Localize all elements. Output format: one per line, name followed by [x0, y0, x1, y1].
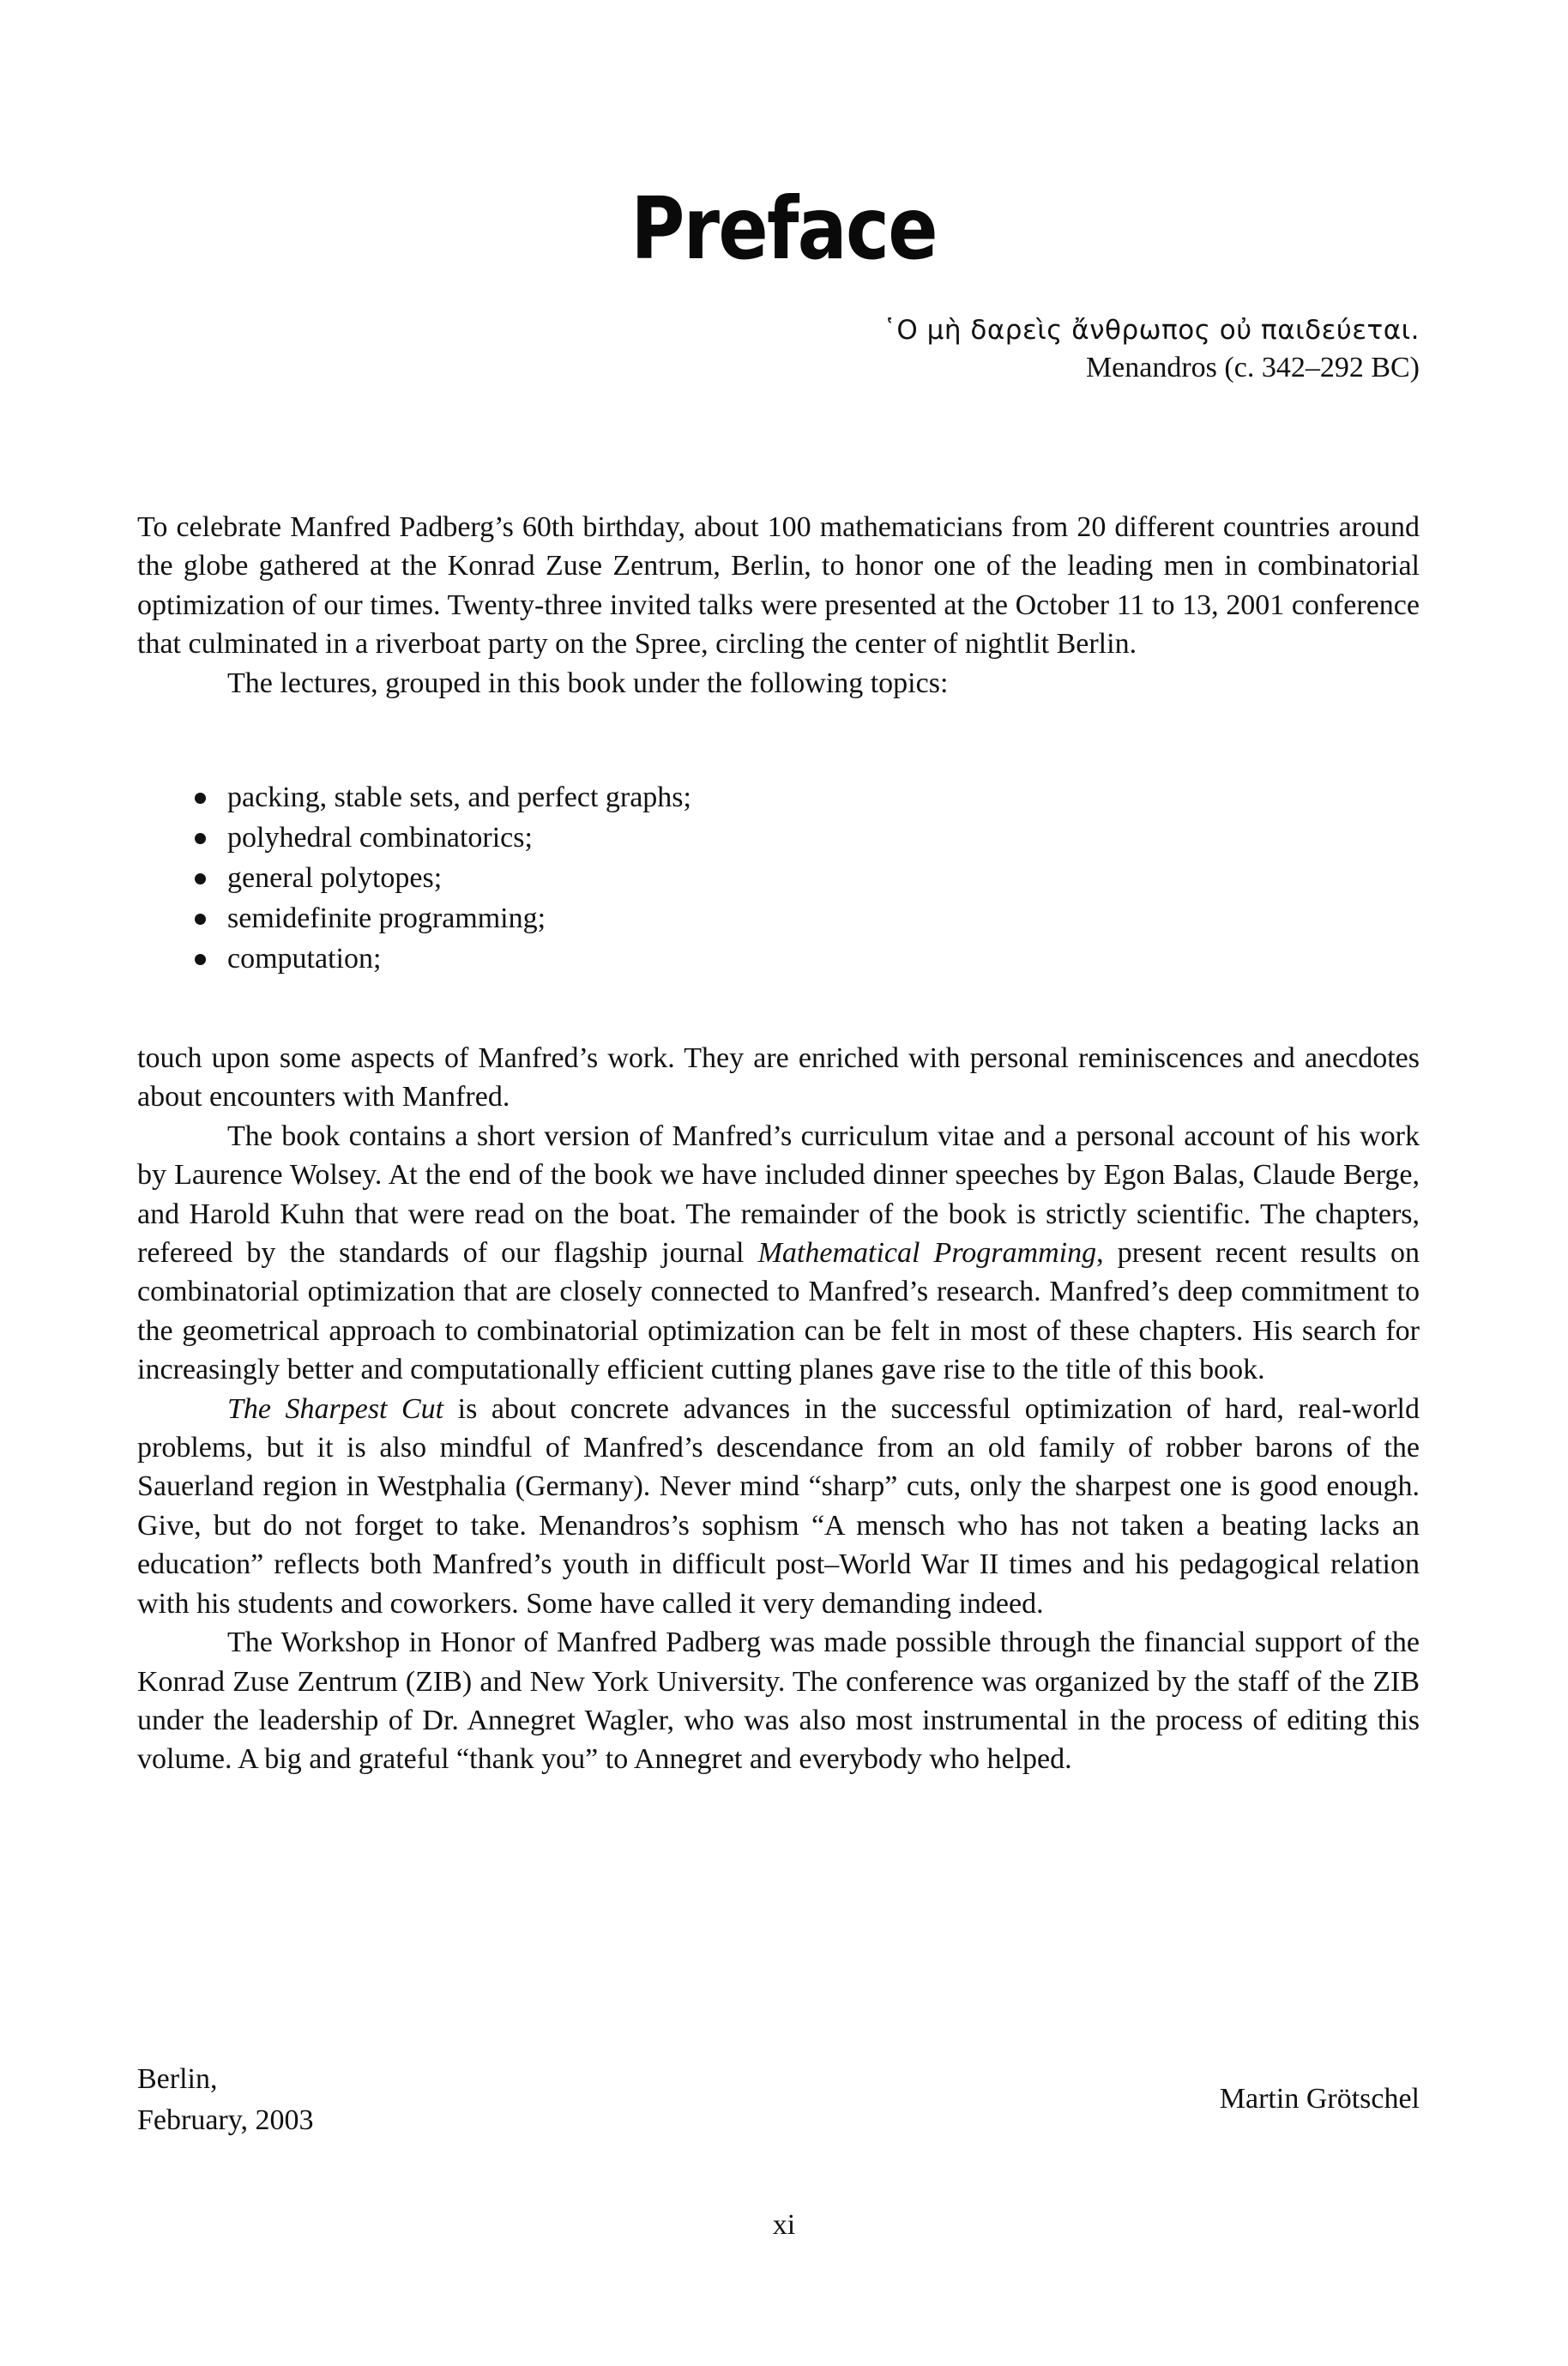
- paragraph-book-contents: [137, 1117, 1420, 1390]
- epigraph-attribution: Menandros (c. 342–292 BC): [1085, 352, 1420, 383]
- topic-label: packing, stable sets, and perfect graphs;: [227, 782, 691, 813]
- topics-list: [137, 777, 1420, 979]
- paragraph-acknowledgements: The Workshop in Honor of Manfred Padberg was made possible through the financial support of the Konrad Zuse Zentrum (ZIB) and New York University. The conference was organized by the staff of the ZIB under the leadership of Dr. Annegret Wagler, who was also most instrumental in the process of editing this volume. A big and grateful “thank you” to Annegret and everybody who helped.: [137, 1627, 1420, 1776]
- topic-label: polyhedral combinatorics;: [227, 822, 533, 854]
- bullet-icon: [195, 833, 206, 844]
- text-run: , present recent results on combinatorial optimization that are closely connected to Manfred’s research. Manfred’s deep commitment to the geometrical approach to combinatorial optimization can be felt in most of these chapters. His search for increasingly better and computationally efficient cutting planes gave rise to the title of this book.: [137, 1237, 1420, 1386]
- bullet-icon: [195, 873, 206, 884]
- paragraph-reminiscences: touch upon some aspects of Manfred’s work. They are enriched with personal reminiscences and anecdotes about encounters with Manfred.: [137, 1042, 1420, 1114]
- journal-title: Mathematical Programming: [757, 1237, 1097, 1270]
- signature-place-date: [137, 2059, 314, 2141]
- epigraph-quote: ῾Ο μὴ δαρεὶς ἄνθρωπος οὐ παιδεύεται.: [883, 315, 1420, 346]
- intro-section: [137, 508, 1420, 703]
- bullet-icon: [195, 914, 206, 925]
- signature-author: Martin Grötschel: [1219, 2083, 1420, 2115]
- book-title: The Sharpest Cut: [227, 1392, 444, 1425]
- page-title: Preface: [630, 178, 937, 279]
- topic-label: general polytopes;: [227, 862, 443, 894]
- text-run: is about concrete advances in the successful optimization of hard, real-world problems, but it is also mindful of Manfred’s descendance from an old family of robber barons of the Sauerland region in Westphalia (Germany). Never mind “sharp” cuts, only the sharpest one is good enough. Give, but do not forget to take. Menandros’s sophism “A mensch who has not taken a beating lacks an education” reflects both Manfred’s youth in difficult post–World War II times and his pedagogical relation with his students and coworkers. Some have called it very demanding indeed.: [137, 1392, 1420, 1620]
- topic-label: computation;: [227, 943, 382, 975]
- paragraph-topics-intro: The lectures, grouped in this book under the following topics:: [227, 667, 949, 699]
- topic-item: [137, 818, 1420, 858]
- epigraph: [883, 314, 1420, 384]
- bullet-icon: [195, 954, 206, 965]
- topic-item: [137, 898, 1420, 939]
- paragraph-celebration: To celebrate Manfred Padberg’s 60th birthday, about 100 mathematicians from 20 different countries around the globe gathered at the Konrad Zuse Zentrum, Berlin, to honor one of the leading men in combinatorial optimization of our times. Twenty-three invited talks were presented at the October 11 to 13, 2001 conference that culminated in a riverboat party on the Spree, circling the center of nightlit Berlin.: [137, 511, 1420, 661]
- topic-label: semidefinite programming;: [227, 902, 546, 934]
- main-section: [137, 1039, 1420, 1779]
- topic-item: [137, 939, 1420, 979]
- paragraph-sharpest-cut: [137, 1390, 1420, 1623]
- text-run: The book contains a short version of Manfred’s curriculum vitae and a personal account of his work by Laurence Wolsey. At the end of the book we have included dinner speeches by Egon Balas, Claude Berge, and Harold Kuhn that were read on the boat. The remainder of the book is strictly scientific. The chapters, refereed by the standards of our flagship journal: [137, 1120, 1420, 1270]
- bullet-icon: [195, 793, 206, 804]
- signature-place: Berlin,: [137, 2063, 218, 2095]
- topic-item: [137, 858, 1420, 898]
- topic-item: [137, 777, 1420, 818]
- signature-date: February, 2003: [137, 2104, 314, 2136]
- page-number: xi: [772, 2209, 796, 2241]
